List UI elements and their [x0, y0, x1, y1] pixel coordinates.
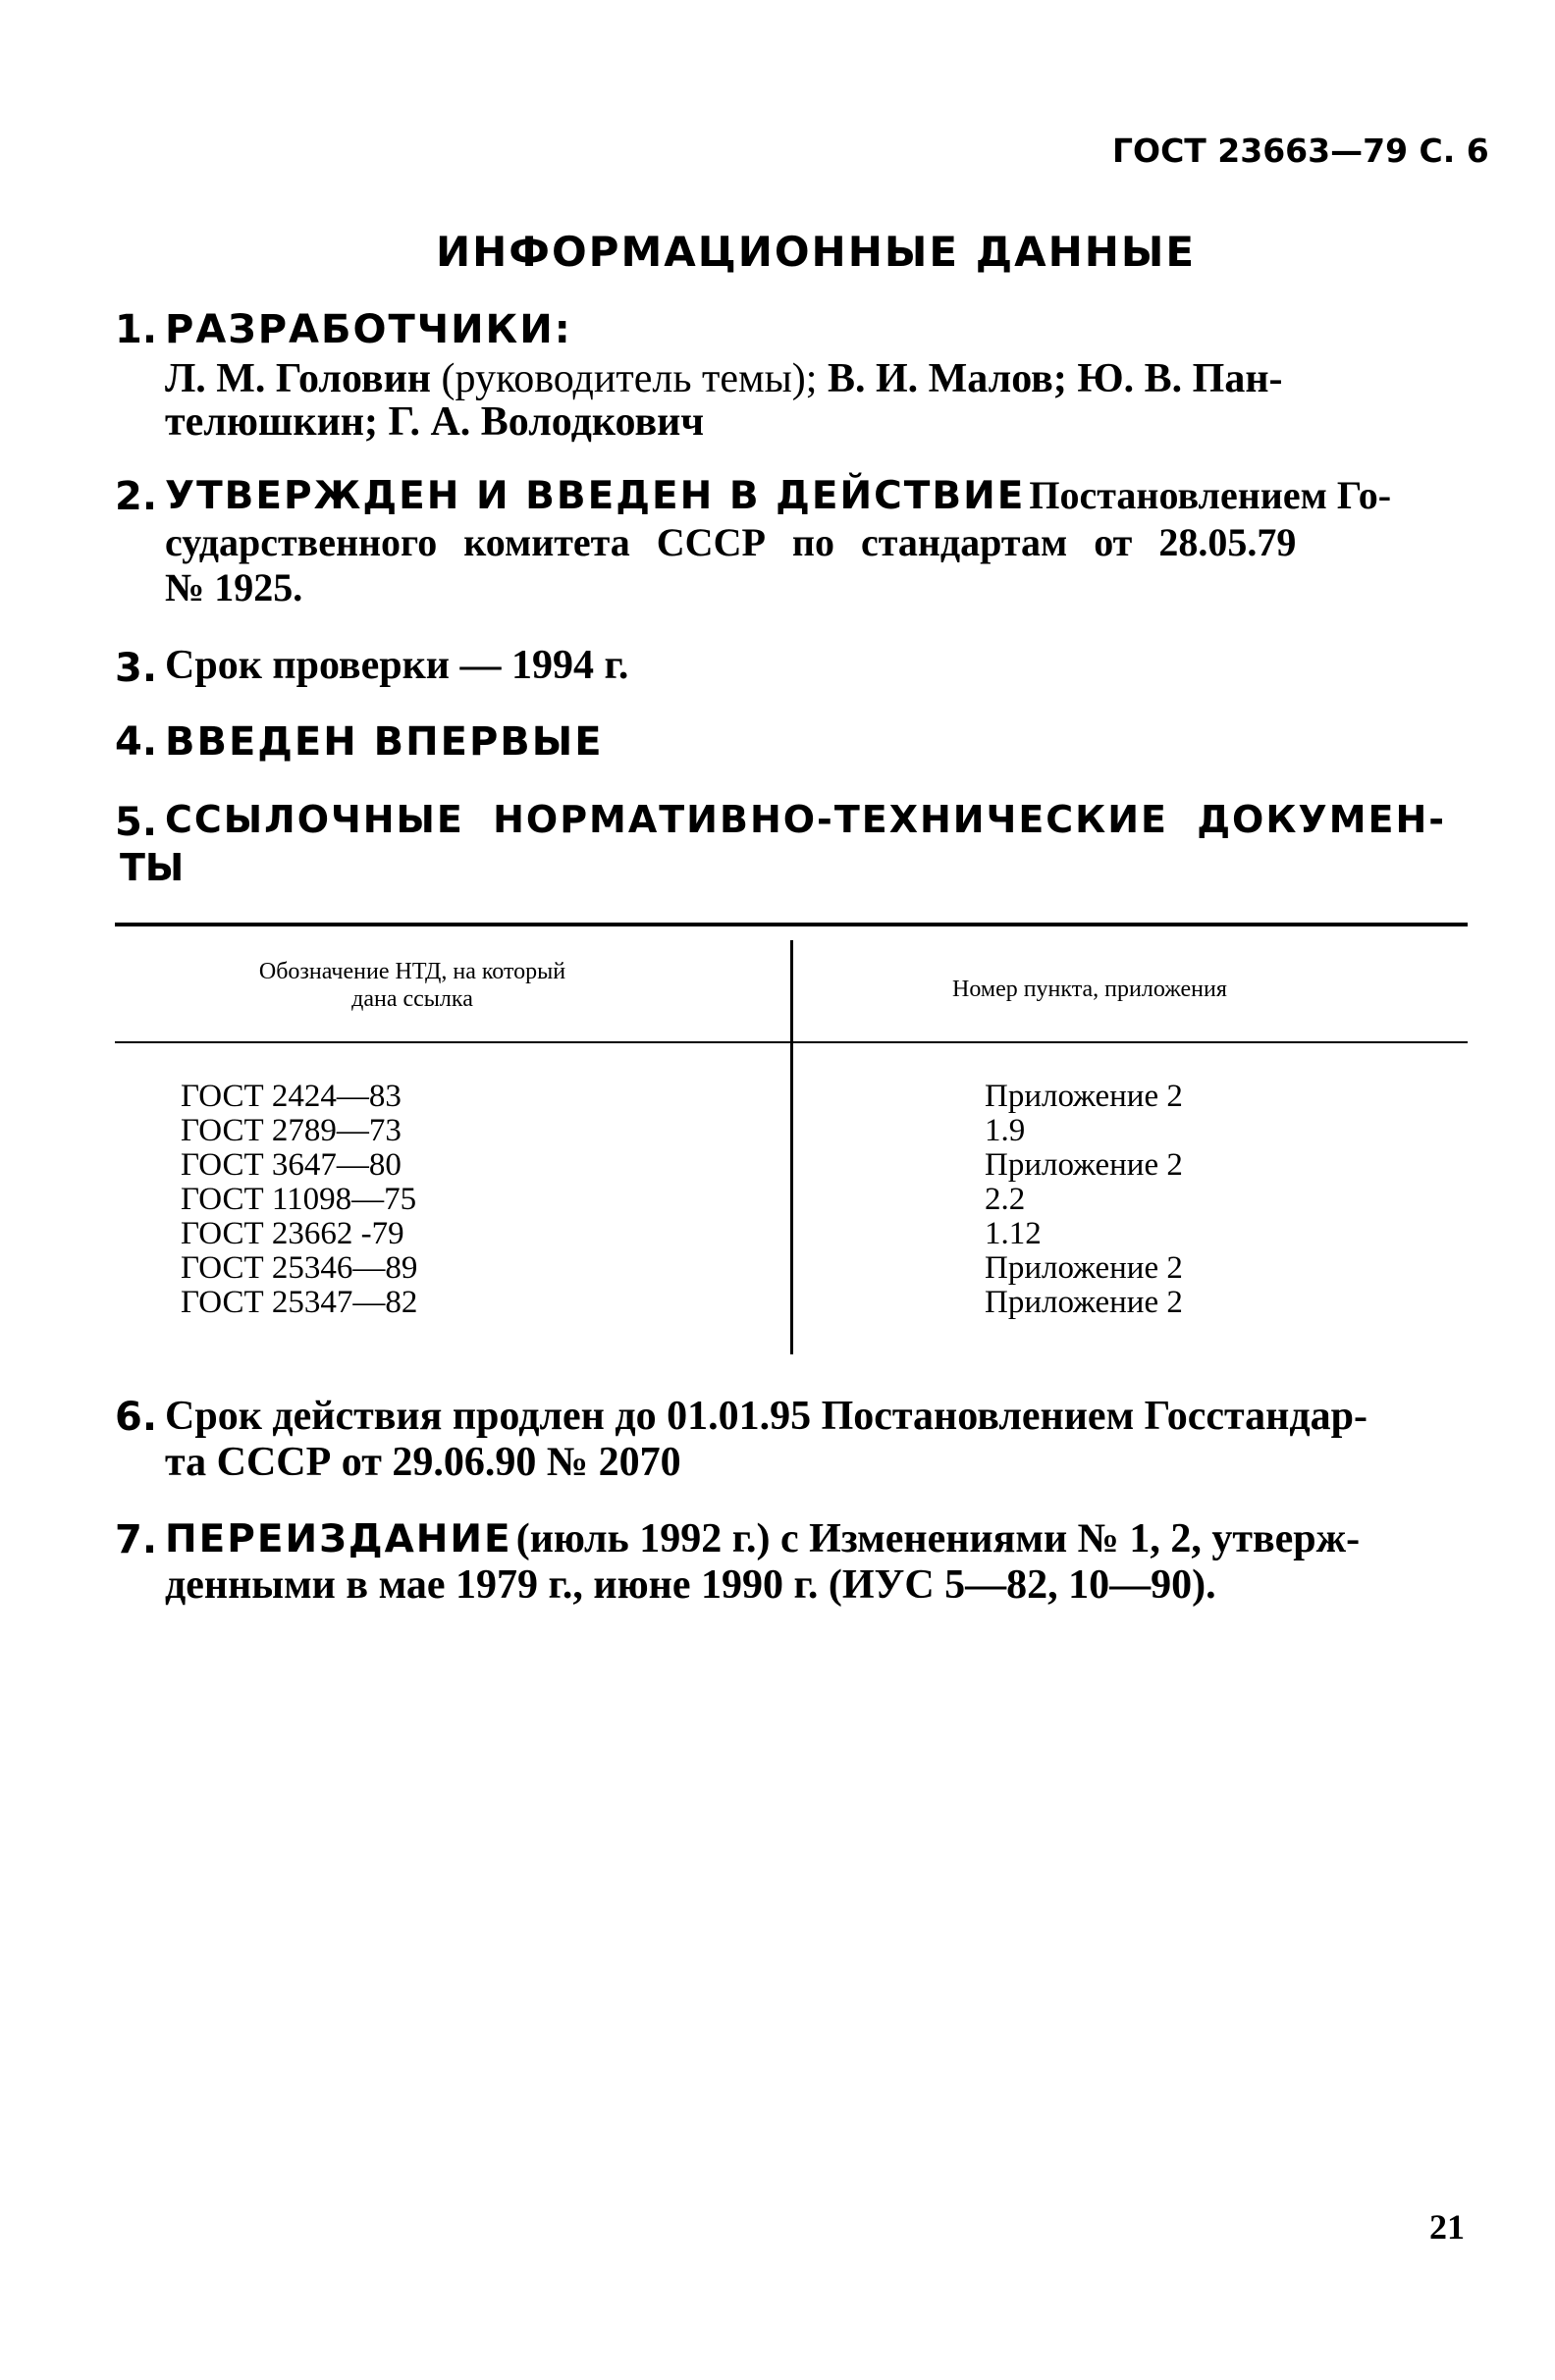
item-1-heading: РАЗРАБОТЧИКИ: [165, 307, 572, 352]
item-2-line-1-rest: Постановлением Го- [1029, 473, 1392, 517]
item-2-line-3: № 1925. [165, 565, 303, 609]
table-row: ГОСТ 2424—83 [181, 1079, 402, 1114]
running-header: ГОСТ 23663—79 С. 6 [1112, 132, 1489, 170]
table-body-refs [985, 1080, 1183, 1320]
table-cell-ref: Приложение 2 [985, 1079, 1183, 1114]
table-cell-ref: 1.12 [985, 1216, 1042, 1251]
developer-name: Л. М. Головин [165, 356, 432, 401]
item-1-number: 1. [115, 307, 158, 352]
table-row: ГОСТ 3647—80 [181, 1147, 402, 1183]
item-2-line-2: сударственного комитета СССР по стандартам от 28.05.79 [165, 520, 1297, 564]
table-body [181, 1080, 417, 1320]
table-row: ГОСТ 11098—75 [181, 1182, 417, 1217]
col1-header-line-1: Обозначение НТД, на который [258, 959, 566, 984]
table-header-item-number: Номер пункта, приложения [952, 977, 1227, 1002]
item-4-number: 4. [115, 719, 158, 765]
table-column-divider [790, 940, 793, 1354]
item-7-line-2: денными в мае 1979 г., июне 1990 г. (ИУС 5—82, 10—90). [165, 1562, 1216, 1608]
table-row: ГОСТ 25347—82 [181, 1285, 418, 1320]
table-cell-ref: Приложение 2 [985, 1147, 1183, 1183]
item-5-number: 5. [115, 800, 158, 845]
table-cell-ref: Приложение 2 [985, 1285, 1183, 1320]
item-7-heading: ПЕРЕИЗДАНИЕ [165, 1517, 512, 1561]
col1-header-line-2: дана ссылка [351, 986, 473, 1012]
item-6-number: 6. [115, 1395, 158, 1440]
item-2-number: 2. [115, 474, 158, 519]
developer-names: В. И. Малов; Ю. В. Пан- [827, 356, 1283, 401]
item-1-line-2: телюшкин; Г. А. Володкович [165, 399, 705, 445]
page-number: 21 [1429, 2207, 1465, 2247]
item-3-text: Срок проверки — 1994 г. [165, 643, 629, 688]
table-cell-ref: Приложение 2 [985, 1250, 1183, 1286]
item-5-line-1: ССЫЛОЧНЫЕ НОРМАТИВНО-ТЕХНИЧЕСКИЕ ДОКУМЕН- [165, 798, 1447, 841]
table-row: ГОСТ 25346—89 [181, 1250, 418, 1286]
table-header-document-designation [177, 958, 648, 1013]
item-3-number: 3. [115, 646, 158, 691]
item-1-line-1 [165, 355, 1283, 402]
item-7-line-1 [165, 1515, 1360, 1562]
developer-role: (руководитель темы); [441, 356, 818, 401]
table-cell-ref: 2.2 [985, 1182, 1026, 1217]
item-2-heading: УТВЕРЖДЕН И ВВЕДЕН В ДЕЙСТВИЕ [165, 474, 1026, 518]
table-top-rule [115, 923, 1468, 926]
item-2-line-1 [165, 472, 1391, 518]
page-title: ИНФОРМАЦИОННЫЕ ДАННЫЕ [436, 228, 1197, 276]
item-5-line-2: ТЫ [120, 846, 185, 889]
item-6-line-1: Срок действия продлен до 01.01.95 Постановлением Госстандар- [165, 1394, 1367, 1439]
table-row: ГОСТ 23662 -79 [181, 1216, 404, 1251]
table-row: ГОСТ 2789—73 [181, 1113, 402, 1148]
table-cell-ref: 1.9 [985, 1113, 1026, 1148]
item-7-line-1-rest: (июль 1992 г.) с Изменениями № 1, 2, утверж- [515, 1516, 1361, 1561]
item-7-number: 7. [115, 1517, 158, 1562]
item-4-heading: ВВЕДЕН ВПЕРВЫЕ [165, 719, 604, 765]
item-6-line-2: та СССР от 29.06.90 № 2070 [165, 1440, 681, 1485]
